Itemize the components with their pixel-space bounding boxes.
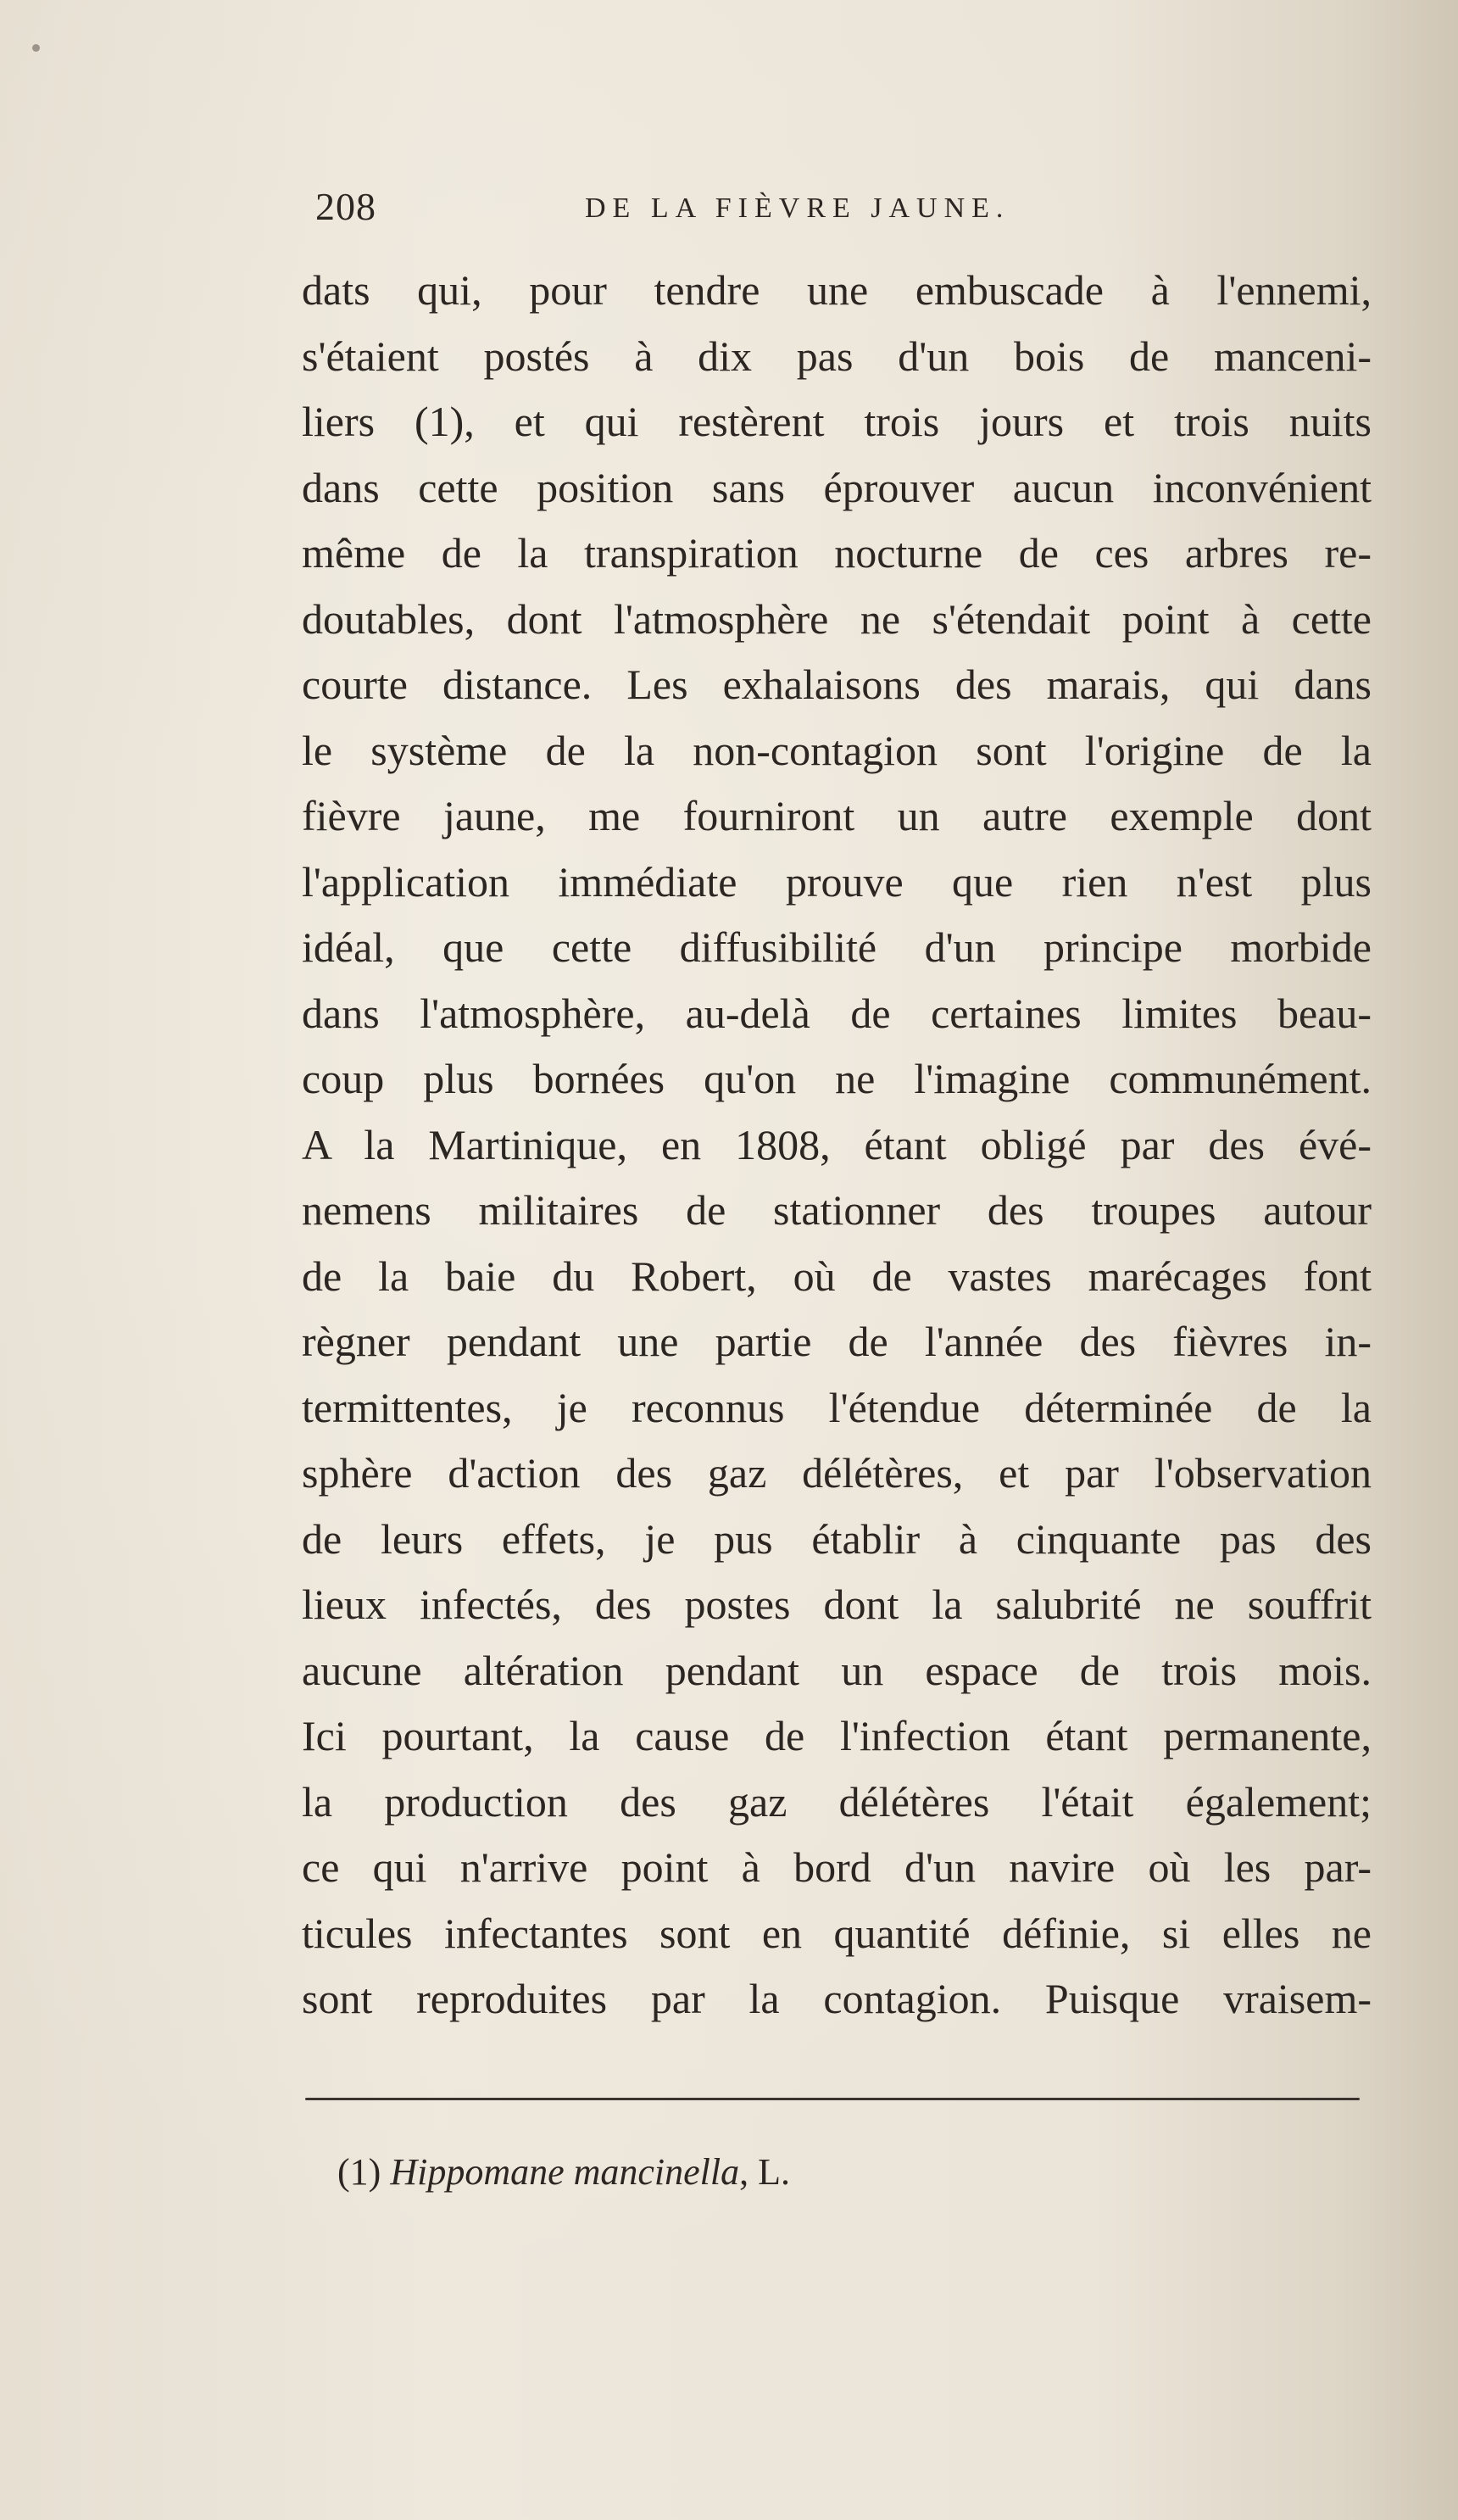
text-line: A la Martinique, en 1808, étant obligé par des évé- xyxy=(302,1120,1372,1168)
text-line: lieux infectés, des postes dont la salubrité ne souffrit xyxy=(302,1581,1372,1628)
text-line: s'étaient postés à dix pas d'un bois de manceni- xyxy=(302,332,1372,380)
text-line: sont reproduites par la contagion. Puisque vraisem- xyxy=(302,1975,1372,2022)
text-line: l'application immédiate prouve que rien n'est plus xyxy=(302,857,1372,906)
text-line: doutables, dont l'atmosphère ne s'étendait point à cette xyxy=(302,594,1372,643)
body-text xyxy=(302,258,1372,2032)
text-line: sphère d'action des gaz délétères, et par l'observation xyxy=(302,1449,1372,1497)
text-line: coup plus bornées qu'on ne l'imagine communément. xyxy=(302,1055,1372,1102)
text-line: dans l'atmosphère, au-delà de certaines limites beau- xyxy=(302,989,1372,1037)
running-head xyxy=(315,183,1163,234)
footnote-marker: (1) xyxy=(337,2151,381,2193)
paper-speck xyxy=(32,44,40,52)
text-line: de la baie du Robert, où de vastes marécages font xyxy=(302,1252,1372,1300)
footnote xyxy=(337,2147,790,2198)
text-line: dats qui, pour tendre une embuscade à l'ennemi, xyxy=(302,266,1372,314)
text-line: le système de la non-contagion sont l'origine de la xyxy=(302,726,1372,774)
text-line: ticules infectantes sont en quantité définie, si elles ne xyxy=(302,1909,1372,1957)
text-line: dans cette position sans éprouver aucun inconvénient xyxy=(302,463,1372,511)
text-line: termittentes, je reconnus l'étendue déterminée de la xyxy=(302,1383,1372,1431)
text-line: règner pendant une partie de l'année des fièvres in- xyxy=(302,1318,1372,1365)
text-line: aucune altération pendant un espace de trois mois. xyxy=(302,1646,1372,1694)
text-line: fièvre jaune, me fourniront un autre exemple dont xyxy=(302,792,1372,839)
text-line: idéal, que cette diffusibilité d'un principe morbide xyxy=(302,923,1372,971)
text-line: liers (1), et qui restèrent trois jours et trois nuits xyxy=(302,398,1372,445)
text-line: même de la transpiration nocturne de ces arbres re- xyxy=(302,529,1372,577)
page-number: 208 xyxy=(315,185,376,228)
text-line: Ici pourtant, la cause de l'infection étant permanente, xyxy=(302,1712,1372,1759)
footnote-species-name: Hippomane mancinella xyxy=(390,2151,740,2193)
text-line: la production des gaz délétères l'était également; xyxy=(302,1777,1372,1826)
text-line: courte distance. Les exhalaisons des marais, qui dans xyxy=(302,661,1372,708)
footnote-suffix: , L. xyxy=(739,2151,791,2193)
text-line: nemens militaires de stationner des troupes autour xyxy=(302,1186,1372,1234)
footnote-rule xyxy=(305,2098,1360,2100)
text-line: de leurs effets, je pus établir à cinquante pas des xyxy=(302,1514,1372,1563)
running-title: DE LA FIÈVRE JAUNE. xyxy=(585,192,1010,224)
text-line: ce qui n'arrive point à bord d'un navire où les par- xyxy=(302,1843,1372,1891)
